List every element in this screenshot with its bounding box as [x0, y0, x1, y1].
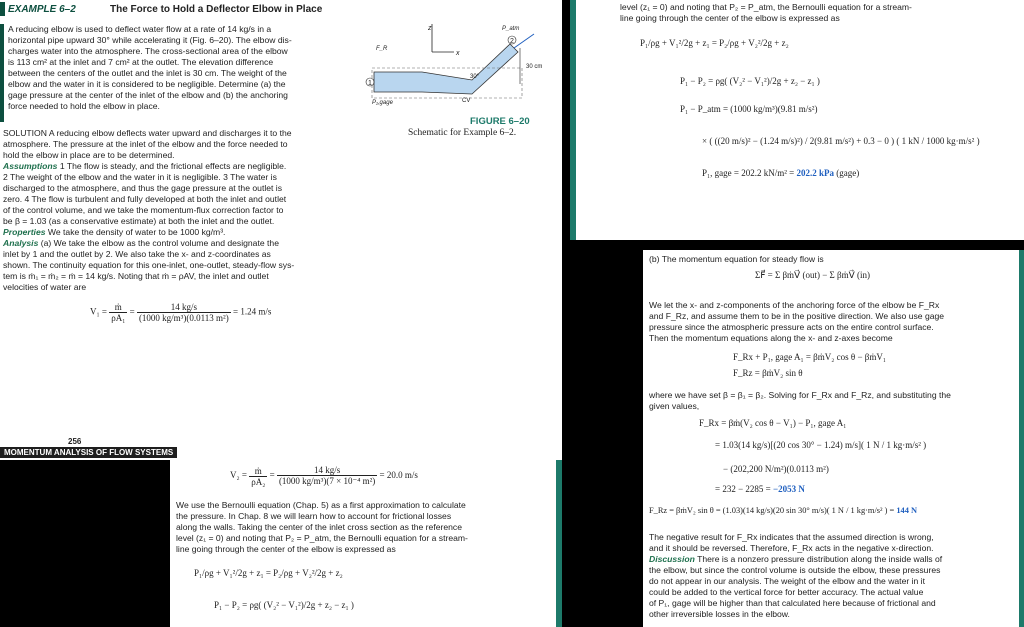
assumption-line: 2 The weight of the elbow and the water in it is negligible. 3 The water is: [3, 172, 277, 182]
elbow-schematic: [362, 22, 562, 132]
equation-frx-2: F_Rx = βṁ(V₂ cos θ − V₁) − P₁, gage A₁: [699, 418, 847, 428]
properties-line: [3, 227, 225, 238]
page-number: 256: [68, 437, 82, 446]
bernoulli-equation: P₁/ρg + V₁²/2g + z₁ = P₂/ρg + V₂²/2g + z₂: [640, 38, 789, 48]
gage-pressure-value: 202.2 kPa: [796, 168, 834, 178]
eq-v2-frac2-den: (1000 kg/m³)(7 × 10⁻⁴ m²): [278, 476, 376, 486]
label-pgage: P₁,gage: [372, 100, 393, 106]
eq-v1-frac2-num: 14 kg/s: [137, 302, 231, 313]
assumption-line: zero. 4 The flow is turbulent and fully developed at both the inlet and outlet: [3, 194, 287, 204]
eq-v1-lhs: V₁ =: [90, 306, 107, 317]
gage-pressure-unit: (gage): [834, 168, 860, 178]
frx-5-lhs: = 232 − 2285 =: [715, 484, 773, 494]
example-bar: [0, 2, 5, 16]
discussion-line: other irreversible losses in the elbow.: [649, 609, 790, 619]
eq-v2-lhs: V₂ =: [230, 470, 247, 481]
equation-frx: F_Rx + P₁, gage A₁ = βṁV₂ cos θ − βṁV₁: [733, 352, 886, 362]
assumption-line: of the control volume, and we take the momentum-flux correction factor to: [3, 205, 284, 215]
equation-frx-4: − (202,200 N/m²)(0.0113 m²): [723, 464, 829, 474]
assumption-text: 1 The flow is steady, and the frictional effects are negligible.: [57, 161, 287, 171]
equation-frx-3: = 1.03(14 kg/s)[(20 cos 30° − 1.24) m/s]( 1 N / 1 kg·m/s² ): [715, 440, 927, 450]
intro-line: gage pressure at the center of the inlet of the elbow and (b) the anchoring: [8, 90, 288, 100]
eq-v1-frac2: [137, 302, 231, 323]
eq-v2-frac2: [277, 465, 377, 487]
right-top-stripe: [570, 0, 576, 240]
label-30cm: 30 cm: [526, 64, 543, 70]
discussion-line: do not appear in our analysis. The weight of the elbow and the water in it: [649, 576, 925, 586]
intro-line: horizontal pipe upward 30° while accelerating it (Fig. 6–20). The elbow dis-: [8, 35, 292, 45]
pressure-difference-equation: P₁ − P₂ = ρg( (V₂² − V₁²)/2g + z₂ − z₁ ): [680, 76, 820, 86]
solving-text-line: given values,: [649, 401, 700, 411]
pressure-atm-equation: P₁ − P_atm = (1000 kg/m³)(9.81 m/s²): [680, 104, 818, 114]
pressure-times-equation: × ( ((20 m/s)² − (1.24 m/s)²) / 2(9.81 m/s²) + 0.3 − 0 ) ( 1 kN / 1000 kg·m/s² ): [702, 136, 980, 146]
momentum-text-line: and F_Rz, and assume them to be in the positive direction. We also use gage: [649, 311, 945, 321]
intro-line: A reducing elbow is used to deflect water flow at a rate of 14 kg/s in a: [8, 24, 272, 34]
analysis-line: tem is ṁ₁ = ṁ₂ = ṁ = 14 kg/s. Noting that ṁ = ρAV, the inlet and outlet: [3, 271, 269, 281]
label-patm: P_atm: [502, 26, 520, 32]
label-cv: CV: [462, 98, 471, 104]
eq-v1-frac1-den: ρA₁: [111, 313, 126, 323]
eq-v1-frac1-num: ṁ: [109, 302, 127, 313]
eq-v2-result: = 20.0 m/s: [379, 470, 418, 481]
frx-result: −2053 N: [772, 484, 805, 494]
right-bottom-stripe: [1019, 250, 1024, 627]
chapter-title: MOMENTUM ANALYSIS OF FLOW SYSTEMS: [0, 447, 177, 458]
equation-frx-5: [715, 484, 805, 494]
eq-v1-frac2-den: (1000 kg/m³)(0.0113 m²): [138, 313, 229, 323]
example-title: The Force to Hold a Deflector Elbow in Place: [110, 4, 323, 15]
assumption-line: be β = 1.03 (as a conservative estimate) at both the inlet and the outlet.: [3, 216, 275, 226]
intro-line: elbow and the water in it is considered to be negligible. Determine (a) the: [8, 79, 286, 89]
bernoulli-text-line: We use the Bernoulli equation (Chap. 5) as a first approximation to calculate: [176, 500, 466, 510]
elbow-body: [374, 44, 518, 94]
momentum-text-line: Then the momentum equations along the x- and z-axes become: [649, 333, 893, 343]
assumptions-label: Assumptions: [3, 161, 58, 171]
eq-v2-frac1-den: ρA₂: [251, 476, 266, 487]
eq-v2-frac2-num: 14 kg/s: [277, 465, 377, 476]
result-text-line: The negative result for F_Rx indicates that the assumed direction is wrong,: [649, 532, 934, 542]
momentum-equation: ΣF⃗ = Σ βṁV⃗ (out) − Σ βṁV⃗ (in): [755, 270, 871, 280]
bottom-middle-stripe: [556, 460, 562, 627]
figure-caption: FIGURE 6–20: [470, 116, 530, 127]
eq-v2-frac1: [249, 466, 267, 487]
analysis-line: inlet by 1 and the outlet by 2. We also take the x- and z-coordinates as: [3, 249, 271, 259]
properties-text: We take the density of water to be 1000 kg/m³.: [45, 227, 226, 237]
properties-label: Properties: [3, 227, 46, 237]
analysis-text: (a) We take the elbow as the control volume and designate the: [38, 238, 279, 248]
intro-line: is 113 cm² at the inlet and 7 cm² at the outlet. The elevation difference: [8, 57, 274, 67]
equation-frz: F_Rz = βṁV₂ sin θ: [733, 368, 803, 378]
eq-v1-eq: =: [129, 306, 135, 317]
figure-subtitle: Schematic for Example 6–2.: [408, 128, 517, 138]
eq-v1-result: = 1.24 m/s: [233, 306, 272, 317]
frz-2-lhs: F_Rz = βṁV₂ sin θ = (1.03)(14 kg/s)(20 sin 30° m/s)( 1 N / 1 kg·m/s² ) =: [649, 506, 897, 515]
bottom-middle-page: [170, 460, 562, 627]
discussion-line: of P₁, gage will be higher than that calculated here because of frictional and: [649, 598, 936, 608]
right-top-page: [570, 0, 1024, 240]
intro-line: between the centers of the outlet and the inlet is 30 cm. The weight of the: [8, 68, 287, 78]
bernoulli-text-line: line going through the center of the elbow is expressed as: [176, 544, 396, 554]
result-text-line: and it should be reversed. Therefore, F_Rx acts in the negative x-direction.: [649, 543, 934, 553]
analysis-line: shown. The continuity equation for this one-inlet, one-outlet, steady-flow sys-: [3, 260, 295, 270]
solution-line: atmosphere. The pressure at the inlet of the elbow and the force needed to: [3, 139, 288, 149]
eq-v2-eq: =: [269, 470, 275, 481]
momentum-text-line: pressure since the atmospheric pressure acts on the entire control surface.: [649, 322, 934, 332]
pressure-difference-equation: P₁ − P₂ = ρg( (V₂² − V₁²)/2g + z₂ − z₁ ): [214, 600, 354, 610]
bernoulli-equation: P₁/ρg + V₁²/2g + z₁ = P₂/ρg + V₂²/2g + z₂: [194, 568, 343, 578]
label-x: x: [456, 50, 460, 57]
label-node1: 1: [368, 80, 372, 87]
assumption-line: discharged to the atmosphere, and thus the gage pressure at the outlet is: [3, 183, 282, 193]
figure-6-20: [362, 22, 562, 132]
equation-v2: [230, 465, 418, 487]
bernoulli-text-line: the pressure. In Chap. 8 we will learn how to account for frictional losses: [176, 511, 452, 521]
intro-line: charges water into the atmosphere. The cross-sectional area of the elbow: [8, 46, 288, 56]
discussion-line: [649, 554, 942, 565]
example-label: EXAMPLE 6–2: [8, 4, 76, 15]
eq-v1-frac1: [109, 302, 127, 323]
frz-result: 144 N: [896, 506, 918, 515]
assumption-line: [3, 161, 286, 172]
solution-line: SOLUTION A reducing elbow deflects water upward and discharges it to the: [3, 128, 292, 138]
gage-pressure-lhs: P₁, gage = 202.2 kN/m² =: [702, 168, 797, 178]
analysis-line: [3, 238, 279, 249]
label-z: z: [428, 25, 432, 32]
analysis-label: Analysis: [3, 238, 39, 248]
bernoulli-text-line: along the walls. Taking the center of the inlet cross section as the reference: [176, 522, 462, 532]
label-fr: F_R: [376, 46, 388, 52]
gage-pressure-result: [702, 168, 859, 178]
solving-text-line: where we have set β = β₁ = β₂. Solving for F_Rx and F_Rz, and substituting the: [649, 390, 951, 400]
solution-line: hold the elbow in place are to be determined.: [3, 150, 175, 160]
bernoulli-text-line: level (z₁ = 0) and noting that P₂ = P_atm, the Bernoulli equation for a stream-: [620, 2, 912, 12]
momentum-text-line: We let the x- and z-components of the anchoring force of the elbow be F_Rx: [649, 300, 940, 310]
bernoulli-text-line: line going through the center of the elbow is expressed as: [620, 13, 840, 23]
right-bottom-page: [643, 250, 1024, 627]
momentum-intro: (b) The momentum equation for steady flow is: [649, 254, 824, 264]
discussion-text: There is a nonzero pressure distribution along the inside walls of: [694, 554, 943, 564]
discussion-line: could be added to the vertical force for better accuracy. The actual value: [649, 587, 924, 597]
intro-line: force needed to hold the elbow in place.: [8, 101, 160, 111]
outlet-jet: [514, 34, 534, 48]
discussion-label: Discussion: [649, 554, 695, 564]
label-node2: 2: [510, 38, 514, 45]
eq-v2-frac1-num: ṁ: [249, 466, 267, 477]
label-30deg: 30°: [470, 74, 480, 80]
left-page: [0, 0, 562, 460]
equation-frz-2: [649, 506, 917, 515]
equation-v1: [90, 302, 271, 323]
example-side-bar: [0, 24, 4, 122]
bernoulli-text-line: level (z₁ = 0) and noting that P₂ = P_atm, the Bernoulli equation for a stream-: [176, 533, 468, 543]
analysis-line: velocities of water are: [3, 282, 87, 292]
discussion-line: the elbow, but since the control volume is outside the elbow, these pressures: [649, 565, 941, 575]
